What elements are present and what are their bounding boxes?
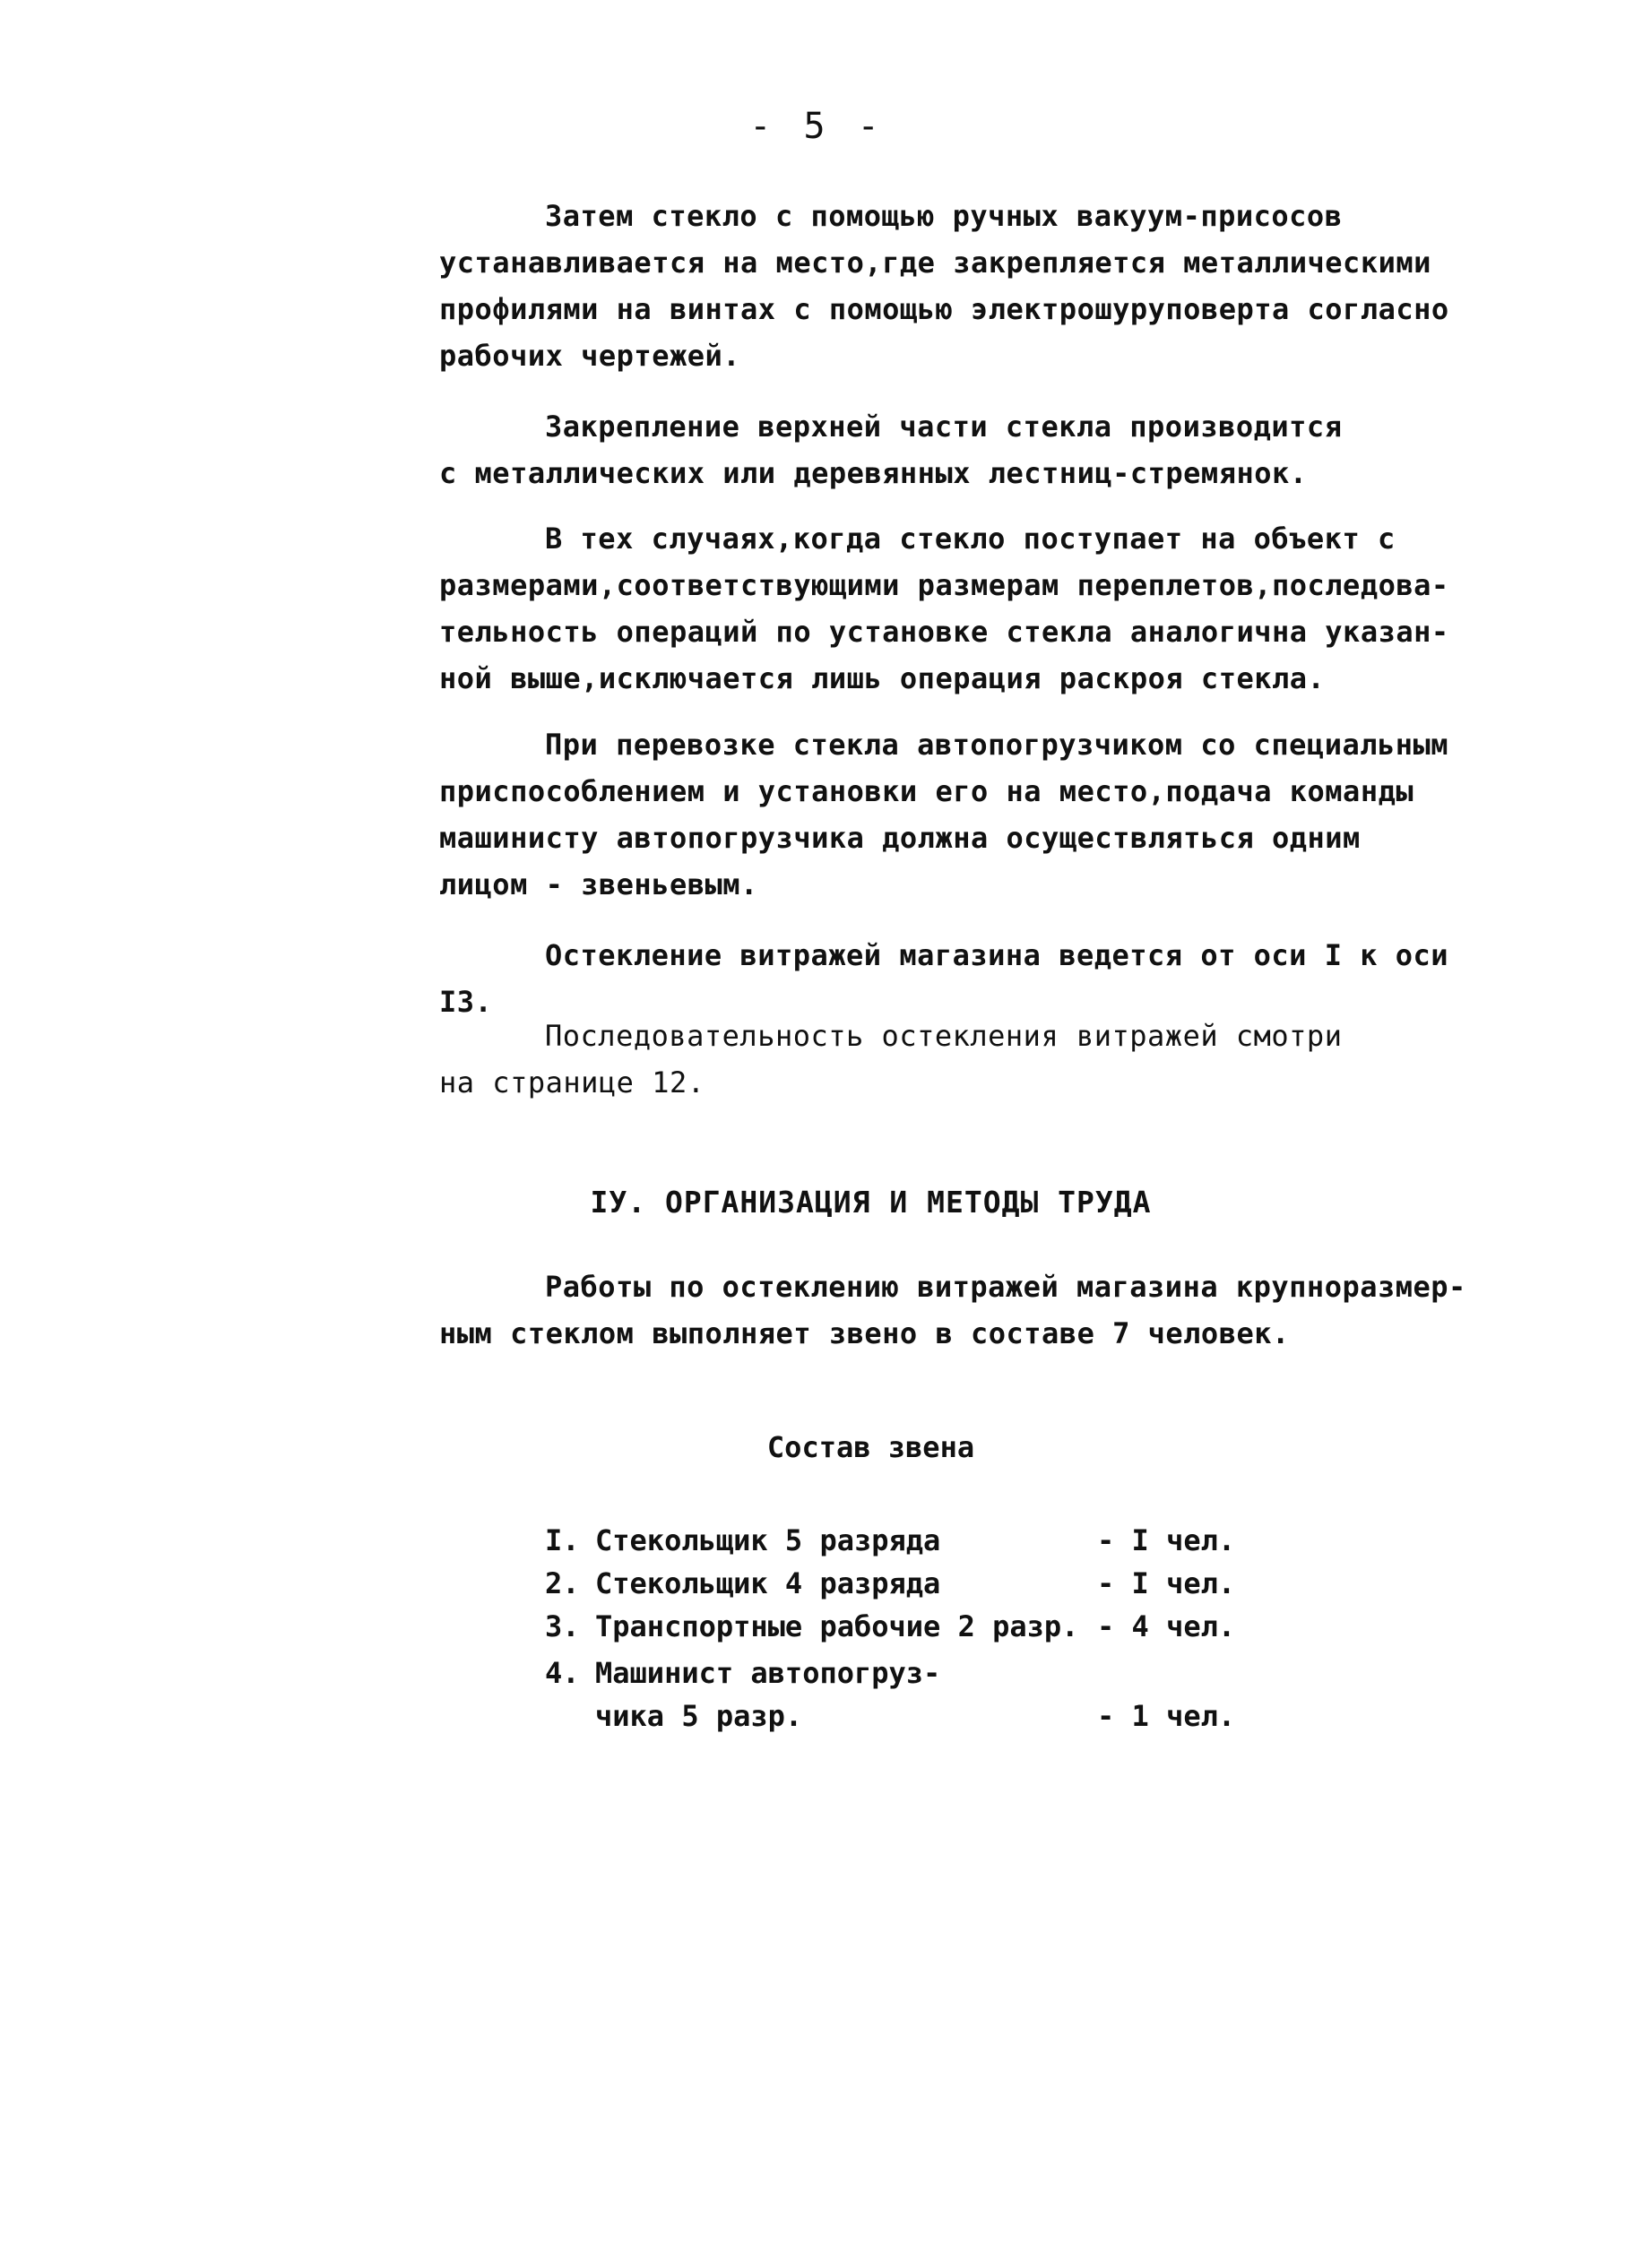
paragraph-sized-glass [439, 515, 1449, 702]
page-number: - 5 - [749, 106, 885, 147]
crew-item-role [595, 1651, 1097, 1738]
crew-item-number: I. [545, 1523, 580, 1557]
crew-item [545, 1605, 1352, 1648]
crew-item [545, 1562, 1352, 1605]
crew-item [545, 1519, 1352, 1562]
paragraph-line: тельность операций по установке стекла аналогична указан- [439, 615, 1449, 649]
crew-item-role-line: Транспортные рабочие 2 разр. [595, 1609, 1079, 1643]
crew-item-number: 2. [545, 1566, 580, 1600]
paragraph-line: с металлических или деревянных лестниц-стремянок. [439, 456, 1308, 490]
section-heading: IУ. ОРГАНИЗАЦИЯ И МЕТОДЫ ТРУДА [590, 1185, 1152, 1220]
crew-item-role-line: чика 5 разр. [595, 1699, 803, 1733]
crew-item-role [595, 1519, 1097, 1562]
crew-item-role [595, 1605, 1097, 1648]
crew-item-count: - I чел. [1097, 1566, 1236, 1600]
paragraph-installation [439, 193, 1449, 379]
paragraph-line: Закрепление верхней части стекла производится [545, 410, 1343, 444]
paragraph-line: машинисту автопогрузчика должна осуществляться одним [439, 821, 1361, 855]
paragraph-line: Работы по остеклению витражей магазина крупноразмер- [545, 1270, 1466, 1304]
paragraph-line: I3. [439, 985, 493, 1019]
paragraph-line: рабочих чертежей. [439, 339, 741, 373]
crew-list [545, 1519, 1352, 1738]
crew-item-role-line: Машинист автопогруз- [595, 1656, 941, 1690]
crew-item-role-line: Стекольщик 4 разряда [595, 1566, 941, 1600]
paragraph-transport [439, 721, 1449, 908]
paragraph-line: Остекление витражей магазина ведется от оси I к оси [545, 938, 1449, 972]
paragraph-line: В тех случаях,когда стекло поступает на объект с [545, 522, 1396, 556]
paragraph-line: При перевозке стекла автопогрузчиком со специальным [545, 728, 1449, 762]
crew-item-role-line: Стекольщик 5 разряда [595, 1523, 941, 1557]
paragraph-line: приспособлением и установки его на место,подача команды [439, 774, 1414, 808]
crew-item-number: 4. [545, 1656, 580, 1690]
paragraph-sequence-reference [439, 1013, 1443, 1106]
paragraph-line: лицом - звеньевым. [439, 867, 758, 901]
paragraph-line: размерами,соответствующими размерам переплетов,последова- [439, 568, 1449, 602]
paragraph-line: устанавливается на место,где закрепляется металлическими [439, 246, 1431, 280]
paragraph-line: ной выше,исключается лишь операция раскроя стекла. [439, 661, 1326, 695]
crew-heading: Состав звена [766, 1430, 975, 1464]
paragraph-line: Затем стекло с помощью ручных вакуум-присосов [545, 199, 1343, 233]
paragraph-line: ным стеклом выполняет звено в составе 7 человек. [439, 1316, 1290, 1350]
paragraph-line: Последовательность остекления витражей смотри [545, 1019, 1343, 1053]
crew-item-count: - 4 чел. [1097, 1609, 1236, 1643]
paragraph-crew-size [439, 1263, 1466, 1357]
crew-item-role [595, 1562, 1097, 1605]
crew-item [545, 1651, 1352, 1738]
crew-item-count: - 1 чел. [1097, 1699, 1236, 1733]
crew-item-count: - I чел. [1097, 1523, 1236, 1557]
paragraph-upper-fixing [439, 403, 1443, 496]
paragraph-line: профилями на винтах с помощью электрошуруповерта согласно [439, 292, 1449, 326]
paragraph-line: на странице 12. [439, 1065, 705, 1100]
crew-item-number: 3. [545, 1609, 580, 1643]
paragraph-glazing-axes [439, 932, 1449, 1025]
